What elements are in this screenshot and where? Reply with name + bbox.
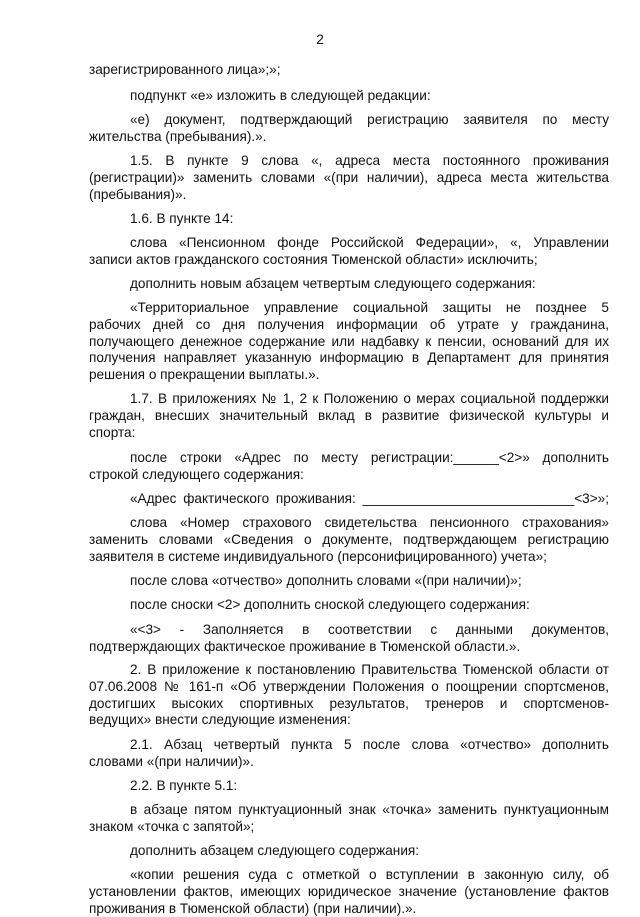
text-line: «е) документ, подтверждающий регистрацию заявителя по месту — [130, 112, 609, 127]
text-line: подпункт «е» изложить в следующей редакции: — [130, 88, 431, 103]
text-line: достигших высоких спортивных результатов, тренеров и спортсменов- — [89, 695, 609, 711]
text-line: дополнить абзацем следующего содержания: — [130, 843, 420, 858]
paragraph-15 — [89, 662, 609, 729]
paragraph-16 — [89, 737, 609, 771]
text-line: слова «Номер страхового свидетельства пенсионного страхования» — [130, 515, 609, 530]
paragraph-20 — [89, 867, 609, 917]
text-line: проживания в Тюменской области) (при наличии).». — [89, 900, 417, 916]
text-line: после сноски <2> дополнить сноской следующего содержания: — [130, 597, 530, 612]
paragraph-9 — [89, 450, 609, 484]
text-line: 1.7. В приложениях № 1, 2 к Положению о мерах социальной поддержки — [130, 391, 609, 406]
text-line: «<3> - Заполняется в соответствии с данными документов, — [130, 622, 609, 637]
text-line: подтверждающих фактическое проживание в Тюменской области.». — [89, 638, 521, 654]
text-line: ведущих» внести следующие изменения: — [89, 712, 351, 728]
text-line: в абзаце пятом пунктуационный знак «точка» заменить пунктуационным — [130, 802, 609, 817]
paragraph-12 — [89, 573, 640, 590]
text-line: спорта: — [89, 424, 136, 440]
paragraph-0 — [89, 62, 609, 79]
paragraph-10 — [89, 491, 609, 508]
text-line: заменить словами «Сведения о документе, подтверждающем регистрацию — [89, 531, 609, 547]
text-line: слова «Пенсионном фонде Российской Федерации», «, Управлении — [130, 235, 609, 250]
text-line: 1.6. В пункте 14: — [130, 211, 234, 226]
text-line: 2. В приложение к постановлению Правительства Тюменской области от — [130, 662, 609, 677]
text-line: записи актов гражданского состояния Тюменской области» исключить; — [89, 251, 538, 267]
text-line: 07.06.2008 № 161-п «Об утверждении Положения о поощрении спортсменов, — [89, 678, 609, 694]
paragraph-1 — [89, 88, 640, 105]
paragraph-7 — [89, 300, 609, 384]
text-line: (пребывания)». — [89, 186, 187, 202]
text-line: жительства (пребывания).». — [89, 128, 267, 144]
text-line: после строки «Адрес по месту регистрации:______<2>» дополнить — [130, 450, 609, 465]
paragraph-18 — [89, 802, 609, 836]
text-line: 2.1. Абзац четвертый пункта 5 после слова «отчество» дополнить — [130, 737, 609, 752]
paragraph-13 — [89, 597, 640, 614]
text-line: получающего денежное содержание или надбавку к пенсии, оснований для их — [89, 333, 609, 349]
text-line: словами «(при наличии)». — [89, 753, 254, 769]
paragraph-6 — [89, 276, 640, 293]
paragraph-5 — [89, 235, 609, 269]
text-line: решения о прекращении выплаты.». — [89, 367, 320, 383]
text-line: знаком «точка с запятой»; — [89, 818, 255, 834]
page-number: 2 — [316, 32, 324, 47]
text-line: (регистрации)» заменить словами «(при наличии), адреса места жительства — [89, 169, 609, 185]
text-line: установлении фактов, имеющих юридическое значение (установление фактов — [89, 883, 609, 899]
paragraph-4 — [89, 211, 640, 228]
text-line: строкой следующего содержания: — [89, 466, 304, 482]
paragraph-2 — [89, 112, 609, 146]
text-line: «Территориальное управление социальной защиты не позднее 5 — [130, 300, 609, 315]
paragraph-11 — [89, 515, 609, 565]
text-line: после слова «отчество» дополнить словами «(при наличии)»; — [130, 573, 522, 588]
text-line: 1.5. В пункте 9 слова «, адреса места постоянного проживания — [130, 153, 609, 168]
text-line: заявителя в системе индивидуального (персонифицированного) учета»; — [89, 548, 547, 564]
paragraph-3 — [89, 153, 609, 203]
text-line: получения направляет указанную информацию в Департамент для принятия — [89, 350, 609, 366]
text-line: зарегистрированного лица»;»; — [89, 62, 281, 77]
paragraph-8 — [89, 391, 609, 441]
paragraph-17 — [89, 778, 640, 795]
text-line: дополнить новым абзацем четвертым следующего содержания: — [130, 276, 536, 291]
text-line: 2.2. В пункте 5.1: — [130, 778, 238, 793]
text-line: «копии решения суда с отметкой о вступлении в законную силу, об — [130, 867, 609, 882]
text-line: граждан, внесших значительный вклад в развитие физической культуры и — [89, 407, 609, 423]
text-line: рабочих дней со дня получения информации об утрате у гражданина, — [89, 316, 609, 332]
paragraph-14 — [89, 622, 609, 656]
paragraph-19 — [89, 843, 640, 860]
text-line: «Адрес фактического проживания: ____________________________<3>»; — [130, 491, 609, 506]
